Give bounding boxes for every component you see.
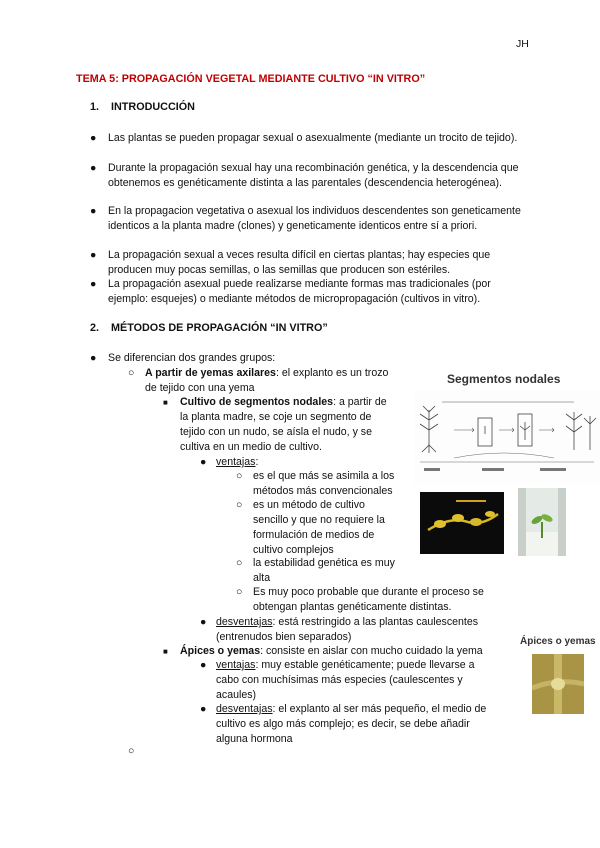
document-title: TEMA 5: PROPAGACIÓN VEGETAL MEDIANTE CULTIVO “IN VITRO”	[76, 73, 426, 85]
disadvantages-label: desventajas	[216, 616, 273, 628]
bullet-icon: ●	[90, 249, 97, 261]
circle-bullet-icon: ○	[236, 470, 243, 482]
list-item-text: En la propagacion vegetativa o asexual los individuos descendentes son geneticamente identicos a la planta madre (clones) y geneticamente identicos entre sí a priori.	[108, 205, 521, 232]
section-1-heading	[90, 101, 195, 113]
advantage-text: cultivo complejos	[253, 544, 334, 556]
list-item-text: La propagación sexual a veces resulta difícil en ciertas plantas; hay especies que producen muy pocas semillas, o las semillas que producen son estériles.	[108, 249, 491, 276]
list-item	[90, 204, 530, 234]
nodal-segments-item	[163, 395, 403, 455]
advantage-text: formulación de medios de	[253, 529, 375, 541]
advantage-text: sencillo y que no requiere la	[253, 514, 385, 526]
nodal-text-1: : a partir de	[333, 396, 387, 408]
nodal-label: Cultivo de segmentos nodales	[180, 396, 334, 408]
advantage-text: Es muy poco probable que durante el proceso se	[253, 586, 484, 598]
section-2-number: 2.	[90, 322, 100, 334]
list-item-text: Las plantas se pueden propagar sexual o asexualmente (mediante un trocito de tejido).	[108, 132, 518, 144]
empty-circle-bullet-icon: ○	[128, 745, 135, 757]
apices-text: : consiste en aislar con mucho cuidado la yema	[260, 645, 483, 657]
apices-adv-text-3: acaules)	[216, 689, 257, 701]
list-item	[90, 351, 530, 366]
advantage-text: es el que más se asimila a los	[253, 470, 395, 482]
nodal-text-3: tejido con un nudo, se aísla el nudo, y se	[180, 426, 372, 438]
apices-disadvantages	[200, 702, 510, 747]
apices-item	[163, 644, 513, 659]
apices-figure-title: Ápices o yemas	[520, 636, 596, 647]
apices-dis-text-2: cultivo es algo más complejo; es decir, se debe añadir	[216, 718, 470, 730]
advantage-text: es un método de cultivo	[253, 499, 365, 511]
circle-bullet-icon: ○	[236, 586, 243, 598]
disadvantages-label: desventajas	[216, 703, 273, 715]
list-item-text: Se diferencian dos grandes grupos:	[108, 352, 276, 364]
nodal-segments-photo	[420, 492, 504, 554]
advantage-text: métodos más convencionales	[253, 485, 393, 497]
advantage-text: la estabilidad genética es muy	[253, 557, 395, 569]
apex-photo	[532, 654, 584, 714]
circle-bullet-icon: ○	[236, 557, 243, 569]
apices-dis-text-1: : el explanto al ser más pequeño, el medio de	[272, 703, 487, 715]
bullet-icon: ●	[200, 659, 207, 671]
nodal-advantages: ● ventajas:	[200, 456, 259, 468]
bullet-icon: ●	[90, 162, 97, 174]
section-2-heading	[90, 322, 328, 334]
list-item	[90, 248, 530, 278]
section-1-number: 1.	[90, 101, 100, 113]
apices-label: Ápices o yemas	[180, 645, 261, 657]
group-axillary-text-2: de tejido con una yema	[145, 382, 255, 394]
bullet-icon: ●	[90, 205, 97, 217]
list-item-text: Durante la propagación sexual hay una recombinación genética, y la descendencia que obtenemos es genéticamente distinta a las parentales (descendencia heterogénea).	[108, 162, 519, 189]
group-axillary	[128, 366, 408, 396]
group-axillary-text: : el explanto es un trozo	[275, 367, 389, 379]
nodal-disadvantages	[200, 615, 510, 645]
advantages-label: ventajas	[216, 659, 256, 671]
apices-adv-text-2: cabo con muchísimas más especies (caulescentes y	[216, 674, 463, 686]
nodal-diagram	[414, 390, 600, 484]
apices-advantages	[200, 658, 510, 703]
circle-bullet-icon: ○	[236, 499, 243, 511]
group-axillary-label: A partir de yemas axilares	[145, 367, 276, 379]
nodal-figure-title: Segmentos nodales	[447, 372, 561, 386]
list-item-text: La propagación asexual puede realizarse mediante formas mas tradicionales (por ejemplo: esquejes) o mediante métodos de micropropagación (cultivos in vitro).	[108, 278, 491, 305]
square-bullet-icon: ■	[163, 647, 168, 656]
square-bullet-icon: ■	[163, 398, 168, 407]
list-item	[90, 277, 530, 307]
circle-bullet-icon: ○	[128, 367, 135, 379]
disadvantages-text-1: : está restringido a las plantas caulescentes	[272, 616, 479, 628]
apices-dis-text-3: alguna hormona	[216, 733, 293, 745]
nodal-text-4: cultiva en un medio de cultivo.	[180, 441, 322, 453]
section-1-title: INTRODUCCIÓN	[111, 101, 195, 113]
bullet-icon: ●	[90, 352, 97, 364]
advantage-item	[236, 469, 406, 499]
advantage-text: alta	[253, 572, 271, 584]
bullet-icon: ●	[90, 132, 97, 144]
list-item	[90, 131, 530, 146]
advantage-text: obtengan plantas genéticamente distintas.	[253, 601, 452, 613]
nodal-text-2: la planta madre, se coje un segmento de	[180, 411, 372, 423]
bullet-icon: ●	[200, 456, 207, 468]
bullet-icon: ●	[200, 616, 207, 628]
advantage-item	[236, 556, 406, 586]
advantages-label: ventajas	[216, 456, 256, 468]
disadvantages-text-2: (entrenudos bien separados)	[216, 631, 352, 643]
bullet-icon: ●	[90, 278, 97, 290]
test-tube-photo	[518, 488, 566, 556]
author-initials: JH	[516, 38, 529, 50]
bullet-icon: ●	[200, 703, 207, 715]
advantage-item	[236, 585, 506, 615]
apices-adv-text-1: : muy estable genéticamente; puede llevarse a	[255, 659, 475, 671]
section-2-title: MÉTODOS DE PROPAGACIÓN “IN VITRO”	[111, 322, 328, 334]
advantage-item	[236, 498, 406, 558]
list-item	[90, 161, 530, 191]
